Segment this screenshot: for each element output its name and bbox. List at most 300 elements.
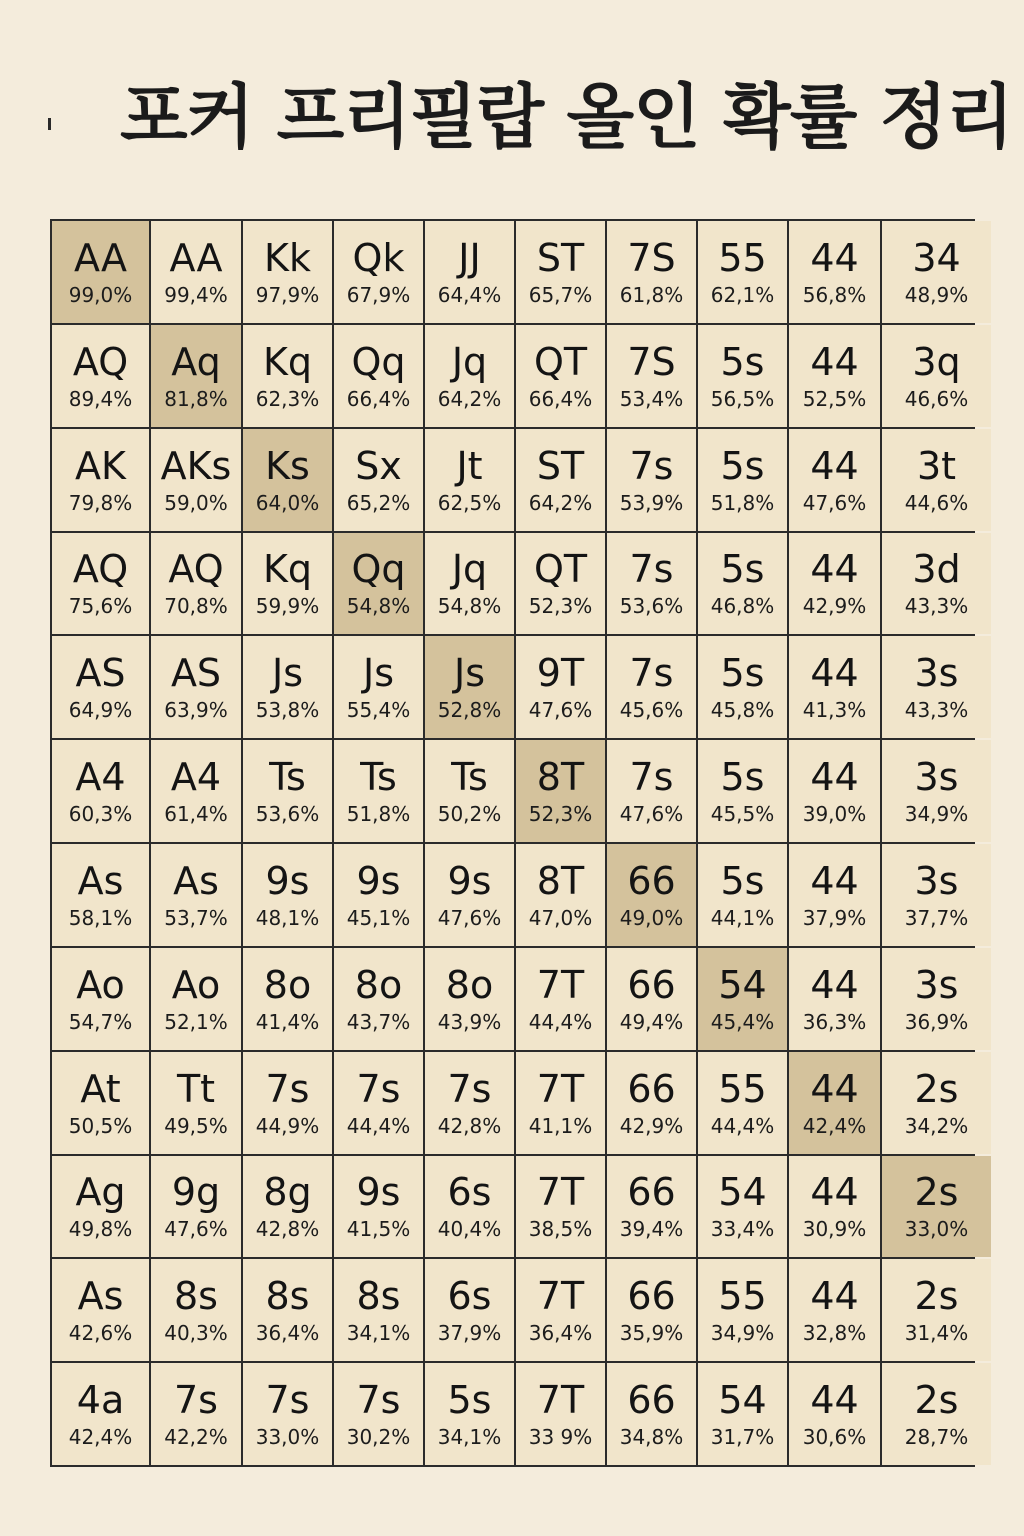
win-percentage: 42,9% [802,594,867,619]
grid-cell [789,636,880,738]
hand-label: 8o [354,962,403,1007]
hand-label: 5s [720,755,765,800]
hand-label: 9s [356,858,401,903]
hand-label: Js [453,651,485,696]
grid-cell [698,1259,787,1361]
grid-cell [789,844,880,946]
hand-label: 7s [356,1378,401,1423]
hand-label: 5s [720,858,765,903]
hand-label: Ts [269,755,306,800]
hand-label: 8s [356,1274,401,1319]
grid-cell [607,740,696,842]
grid-cell [607,1363,696,1465]
win-percentage: 62,5% [437,490,502,515]
win-percentage: 48,1% [255,905,320,930]
win-percentage: 40,3% [164,1321,228,1346]
win-percentage: 47,6% [528,698,593,723]
win-percentage: 97,9% [255,282,320,307]
hand-label: 9s [356,1170,401,1215]
grid-cell [52,1156,149,1258]
grid-cell [425,740,514,842]
hand-label: 7T [536,1170,585,1215]
grid-cell-highlighted [425,636,514,738]
hand-label: 54 [718,962,767,1007]
grid-cell [151,740,241,842]
hand-label: ST [536,235,585,280]
grid-cell [243,1052,332,1154]
hand-label: Aq [171,339,221,384]
grid-cell [698,1156,787,1258]
hand-label: 9s [265,858,310,903]
win-percentage: 42,2% [164,1425,228,1450]
grid-cell [882,844,991,946]
hand-label: Sx [355,443,402,488]
hand-label: 6s [447,1274,492,1319]
grid-cell [52,844,149,946]
grid-cell-highlighted [52,221,149,323]
grid-cell [516,533,605,635]
win-percentage: 41,5% [346,1217,411,1242]
grid-cell [789,948,880,1050]
hand-label: 44 [810,339,859,384]
grid-cell [151,533,241,635]
win-percentage: 30,6% [802,1425,867,1450]
win-percentage: 34,8% [619,1425,684,1450]
grid-cell [151,844,241,946]
hand-label: Ao [171,962,221,1007]
win-percentage: 42,9% [619,1113,684,1138]
win-percentage: 42,4% [802,1113,867,1138]
win-percentage: 65,7% [528,282,593,307]
win-percentage: 47,6% [164,1217,228,1242]
win-percentage: 34,9% [904,802,969,827]
grid-cell [698,221,787,323]
win-percentage: 41,1% [528,1113,593,1138]
grid-cell [882,1052,991,1154]
grid-cell [882,1363,991,1465]
win-percentage: 33 9% [528,1425,593,1450]
hand-label: 66 [627,1378,676,1423]
grid-cell [243,844,332,946]
win-percentage: 44,1% [710,905,775,930]
grid-cell [334,844,423,946]
hand-label: As [77,1274,124,1319]
win-percentage: 53,4% [619,386,684,411]
hand-label: 3d [912,547,961,592]
hand-label: AQ [72,339,129,384]
win-percentage: 45,8% [710,698,775,723]
grid-cell [425,533,514,635]
hand-label: 44 [810,235,859,280]
hand-label: 3s [914,651,959,696]
hand-label: Jq [451,547,488,592]
win-percentage: 50,2% [437,802,502,827]
hand-label: As [173,858,219,903]
win-percentage: 34,2% [904,1113,969,1138]
grid-cell [334,429,423,531]
hand-label: 7s [629,443,674,488]
win-percentage: 53,6% [255,802,320,827]
grid-cell [425,1259,514,1361]
grid-cell [52,1052,149,1154]
win-percentage: 52,8% [437,698,502,723]
grid-cell [882,429,991,531]
grid-cell [698,533,787,635]
hand-label: 2s [914,1378,959,1423]
win-percentage: 45,5% [710,802,775,827]
grid-cell [52,1363,149,1465]
grid-cell-highlighted [698,948,787,1050]
grid-cell [789,740,880,842]
win-percentage: 44,9% [255,1113,320,1138]
win-percentage: 49,5% [164,1113,228,1138]
grid-cell [243,325,332,427]
grid-cell [607,1259,696,1361]
hand-label: 8g [263,1170,312,1215]
grid-cell [607,636,696,738]
hand-label: 7S [627,235,676,280]
grid-cell [52,533,149,635]
hand-label: 7s [447,1066,492,1111]
hand-label: 44 [810,651,859,696]
grid-cell [151,1156,241,1258]
win-percentage: 53,9% [619,490,684,515]
win-percentage: 44,4% [710,1113,775,1138]
win-percentage: 30,2% [346,1425,411,1450]
grid-cell [334,221,423,323]
grid-cell [334,325,423,427]
win-percentage: 49,8% [68,1217,133,1242]
grid-cell [52,429,149,531]
grid-cell [334,1259,423,1361]
grid-cell [516,1156,605,1258]
grid-cell [243,1156,332,1258]
hand-label: 4a [76,1378,125,1423]
hand-label: 9g [171,1170,221,1215]
hand-label: 5s [720,443,765,488]
win-percentage: 34,1% [437,1425,502,1450]
grid-cell-highlighted [334,533,423,635]
grid-cell [243,740,332,842]
hand-label: 2s [914,1066,959,1111]
grid-cell [425,1156,514,1258]
win-percentage: 54,7% [68,1009,133,1034]
hand-label: 44 [810,1378,859,1423]
hand-label: AK [75,443,126,488]
win-percentage: 47,6% [437,905,502,930]
grid-cell [243,948,332,1050]
grid-cell [151,1363,241,1465]
grid-cell [425,429,514,531]
grid-cell [425,844,514,946]
grid-cell [52,636,149,738]
win-percentage: 48,9% [904,282,969,307]
win-percentage: 36,9% [904,1009,969,1034]
win-percentage: 55,4% [346,698,411,723]
grid-cell [607,1052,696,1154]
win-percentage: 49,4% [619,1009,684,1034]
win-percentage: 65,2% [346,490,411,515]
hand-label: 7T [536,962,585,1007]
grid-cell [243,221,332,323]
win-percentage: 47,6% [619,802,684,827]
win-percentage: 45,4% [710,1009,775,1034]
hand-label: Ts [451,755,488,800]
grid-cell [516,1052,605,1154]
win-percentage: 46,6% [904,386,969,411]
grid-cell [151,429,241,531]
win-percentage: 59,0% [164,490,228,515]
grid-cell [698,636,787,738]
grid-cell [243,1363,332,1465]
win-percentage: 45,6% [619,698,684,723]
hand-label: 44 [810,755,859,800]
hand-label: 54 [718,1170,767,1215]
hand-label: 2s [914,1170,959,1215]
win-percentage: 54,8% [437,594,502,619]
hand-label: 66 [627,858,676,903]
hand-label: 44 [810,1066,859,1111]
hand-label: 55 [718,235,767,280]
grid-cell [151,1259,241,1361]
win-percentage: 52,5% [802,386,867,411]
hand-label: 3s [914,962,959,1007]
win-percentage: 52,3% [528,594,593,619]
hand-label: 9T [536,651,585,696]
win-percentage: 53,6% [619,594,684,619]
grid-cell [607,948,696,1050]
grid-cell-highlighted [789,1052,880,1154]
grid-cell-highlighted [243,429,332,531]
win-percentage: 28,7% [904,1425,969,1450]
hand-label: 7s [629,755,674,800]
win-percentage: 79,8% [68,490,133,515]
hand-label: Ao [76,962,125,1007]
win-percentage: 38,5% [528,1217,593,1242]
hand-label: Qq [351,547,406,592]
hand-label: At [80,1066,121,1111]
win-percentage: 37,9% [802,905,867,930]
win-percentage: 42,8% [437,1113,502,1138]
hand-label: 7T [536,1066,585,1111]
win-percentage: 53,8% [255,698,320,723]
win-percentage: 39,0% [802,802,867,827]
hand-label: 55 [718,1274,767,1319]
win-percentage: 53,7% [164,905,228,930]
win-percentage: 37,9% [437,1321,502,1346]
grid-cell [789,325,880,427]
grid-cell [789,429,880,531]
grid-cell [52,740,149,842]
hand-label: 7s [265,1378,310,1423]
win-percentage: 44,4% [528,1009,593,1034]
win-percentage: 64,2% [528,490,593,515]
hand-label: ST [536,443,585,488]
grid-cell [243,1259,332,1361]
grid-cell [334,740,423,842]
win-percentage: 36,4% [528,1321,593,1346]
win-percentage: 30,9% [802,1217,867,1242]
grid-cell [698,844,787,946]
win-percentage: 89,4% [68,386,133,411]
grid-cell [882,221,991,323]
hand-label: 9s [447,858,492,903]
win-percentage: 66,4% [528,386,593,411]
hand-label: JJ [458,235,481,280]
grid-cell-highlighted [516,740,605,842]
grid-cell [516,948,605,1050]
grid-cell [334,636,423,738]
win-percentage: 44,4% [346,1113,411,1138]
hand-label: 3t [916,443,957,488]
grid-cell [151,221,241,323]
hand-label: 55 [718,1066,767,1111]
grid-cell [882,533,991,635]
grid-cell [698,325,787,427]
grid-cell [516,844,605,946]
win-percentage: 99,0% [68,282,133,307]
hand-label: 5s [720,651,765,696]
grid-cell [516,325,605,427]
win-percentage: 46,8% [710,594,775,619]
win-percentage: 67,9% [346,282,411,307]
hand-label: A4 [170,755,222,800]
win-percentage: 60,3% [68,802,133,827]
grid-cell [789,533,880,635]
win-percentage: 64,2% [437,386,502,411]
grid-cell [425,325,514,427]
hand-label: 8s [174,1274,218,1319]
grid-cell [607,1156,696,1258]
hand-label: Js [271,651,303,696]
win-percentage: 35,9% [619,1321,684,1346]
hand-label: 66 [627,1066,676,1111]
grid-cell [882,636,991,738]
win-percentage: 51,8% [710,490,775,515]
grid-cell [698,1052,787,1154]
hand-label: 66 [627,1274,676,1319]
grid-cell [151,636,241,738]
hand-label: 44 [810,858,859,903]
grid-cell [607,325,696,427]
win-percentage: 66,4% [346,386,411,411]
win-percentage: 49,0% [619,905,684,930]
grid-cell [425,1363,514,1465]
grid-cell [52,948,149,1050]
grid-cell [425,1052,514,1154]
win-percentage: 47,6% [802,490,867,515]
win-percentage: 52,1% [164,1009,228,1034]
hand-label: As [77,858,124,903]
grid-cell [607,429,696,531]
hand-label: AQ [72,547,129,592]
grid-cell-highlighted [151,325,241,427]
win-percentage: 99,4% [164,282,228,307]
hand-label: Jq [451,339,488,384]
hand-label: AKs [160,443,232,488]
grid-cell [698,740,787,842]
win-percentage: 64,4% [437,282,502,307]
grid-cell [607,533,696,635]
hand-label: Ag [75,1170,126,1215]
grid-cell [516,1363,605,1465]
left-edge-mark [48,118,51,130]
hand-label: Ts [360,755,397,800]
grid-cell [425,221,514,323]
grid-cell [882,948,991,1050]
win-percentage: 62,1% [710,282,775,307]
hand-label: AS [75,651,126,696]
hand-label: 8o [263,962,312,1007]
hand-label: 5s [447,1378,492,1423]
hand-label: Qk [352,235,405,280]
grid-cell [334,1363,423,1465]
win-percentage: 41,4% [255,1009,320,1034]
grid-cell-highlighted [607,844,696,946]
hand-label: Jt [456,443,483,488]
grid-cell [789,1363,880,1465]
grid-cell [607,221,696,323]
hand-label: 54 [718,1378,767,1423]
hand-label: Ks [265,443,310,488]
win-percentage: 61,8% [619,282,684,307]
hand-label: AS [170,651,222,696]
win-percentage: 43,7% [346,1009,411,1034]
grid-cell-highlighted [882,1156,991,1258]
hand-label: 7T [536,1378,585,1423]
win-percentage: 47,0% [528,905,593,930]
win-percentage: 64,9% [68,698,133,723]
hand-label: AA [169,235,223,280]
hand-label: 7s [265,1066,310,1111]
win-percentage: 43,3% [904,698,969,723]
hand-label: 5s [720,547,765,592]
grid-cell [151,948,241,1050]
grid-cell [698,1363,787,1465]
hand-label: A4 [75,755,126,800]
hand-label: 6s [447,1170,492,1215]
win-percentage: 42,8% [255,1217,320,1242]
grid-cell [882,325,991,427]
grid-cell [789,1259,880,1361]
win-percentage: 58,1% [68,905,133,930]
page-title: 포커 프리필랍 올인 확률 정리 [120,76,1013,158]
hand-label: 3s [914,755,959,800]
win-percentage: 40,4% [437,1217,502,1242]
grid-cell [334,948,423,1050]
win-percentage: 33,0% [904,1217,969,1242]
grid-cell [334,1052,423,1154]
hand-label: 3q [912,339,961,384]
win-percentage: 61,4% [164,802,228,827]
win-percentage: 42,6% [68,1321,133,1346]
hand-label: 8T [536,858,585,903]
win-percentage: 32,8% [802,1321,867,1346]
hand-label: QT [533,339,588,384]
hand-label: Js [362,651,394,696]
hand-label: 44 [810,1274,859,1319]
hand-label: 66 [627,962,676,1007]
win-percentage: 43,9% [437,1009,502,1034]
win-percentage: 54,8% [346,594,411,619]
win-percentage: 45,1% [346,905,411,930]
win-percentage: 64,0% [255,490,320,515]
hand-label: 7T [536,1274,585,1319]
hand-label: 7s [174,1378,218,1423]
hand-label: 44 [810,547,859,592]
hand-label: 34 [912,235,961,280]
win-percentage: 75,6% [68,594,133,619]
